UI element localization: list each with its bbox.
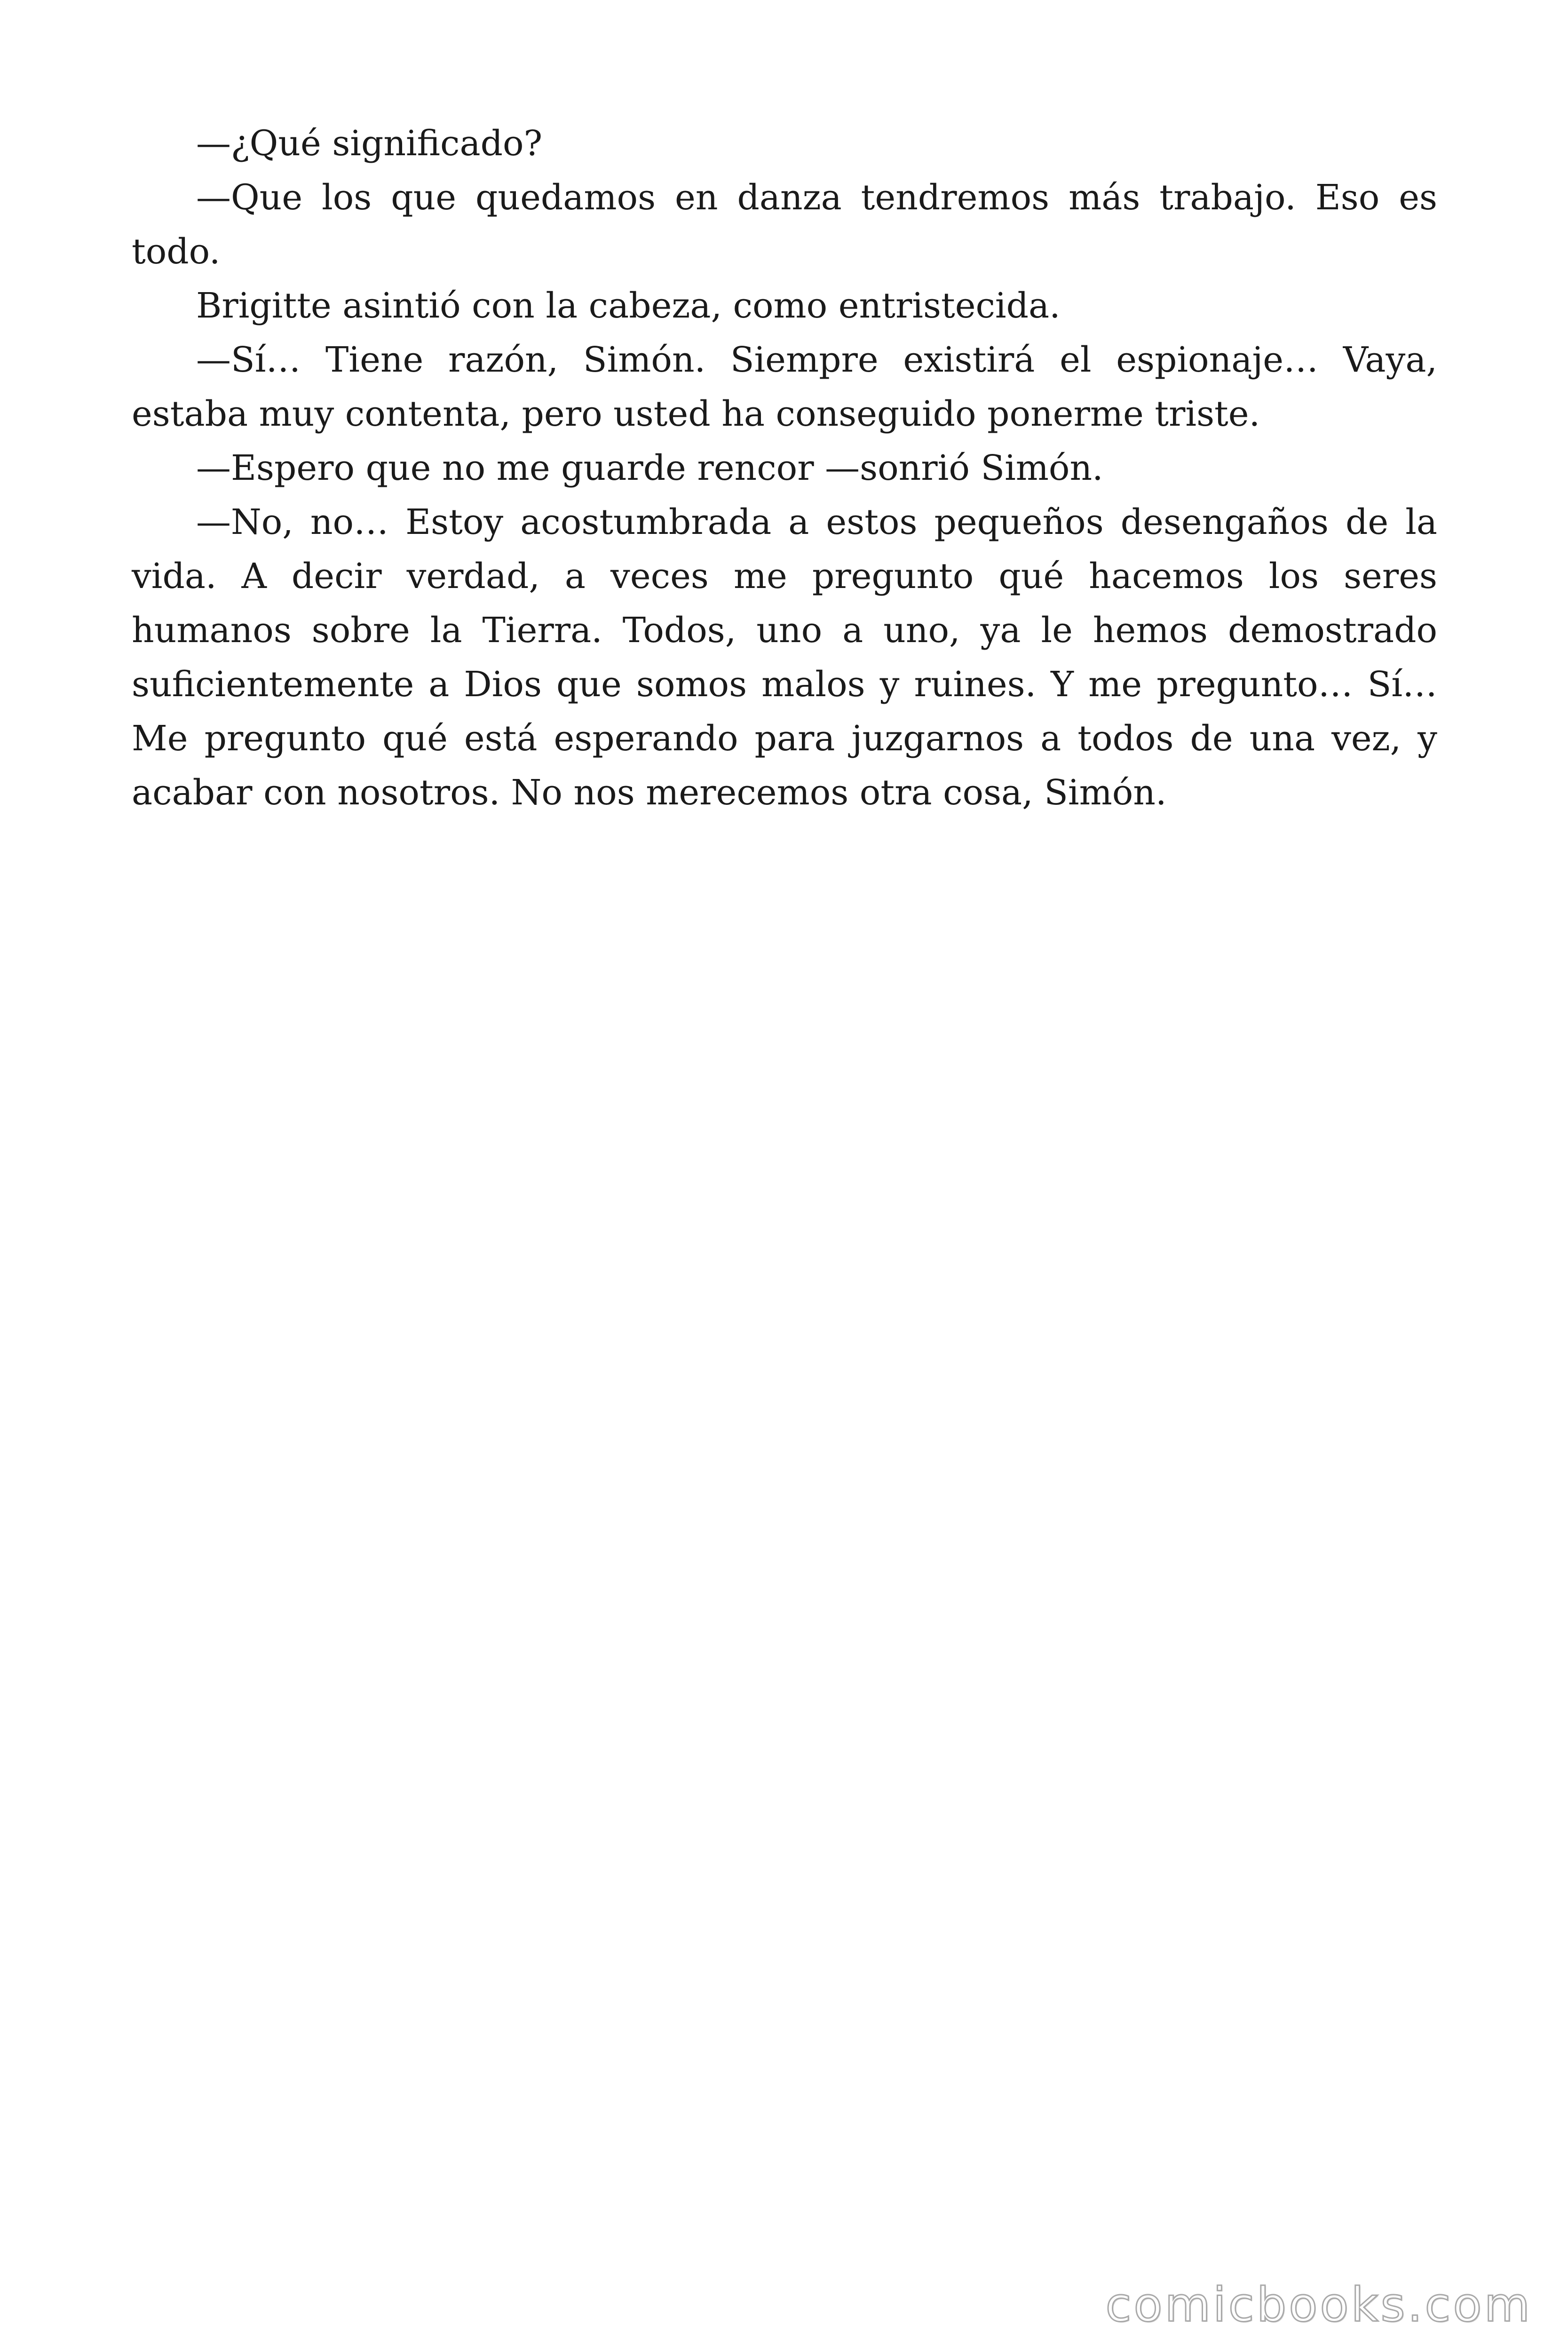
paragraph-4: —Sí… Tiene razón, Simón. Siempre existirá el espionaje… Vaya, estaba muy contenta, pero usted ha conseguido ponerme triste. [132,340,1437,434]
paragraph-2: —Que los que quedamos en danza tendremos más trabajo. Eso es todo. [132,177,1437,272]
paragraph-6: —No, no… Estoy acostumbrada a estos pequeños desengaños de la vida. A decir verdad, a veces me pregunto qué hacemos los seres humanos sobre la Tierra. Todos, uno a uno, ya le hemos demostrado suficientemente a Dios que somos malos y ruines. Y me pregunto… Sí… Me pregunto qué está esperando para juzgarnos a todos de una vez, y acabar con nosotros. No nos merecemos otra cosa, Simón. [132,502,1437,813]
paragraph-5: —Espero que no me guarde rencor —sonrió Simón. [196,448,1103,488]
paragraph-3: Brigitte asintió con la cabeza, como entristecida. [196,286,1061,326]
paragraph-1: —¿Qué significado? [196,123,543,164]
watermark: comicbooks.com [1105,2277,1532,2332]
page-body [132,117,1437,820]
